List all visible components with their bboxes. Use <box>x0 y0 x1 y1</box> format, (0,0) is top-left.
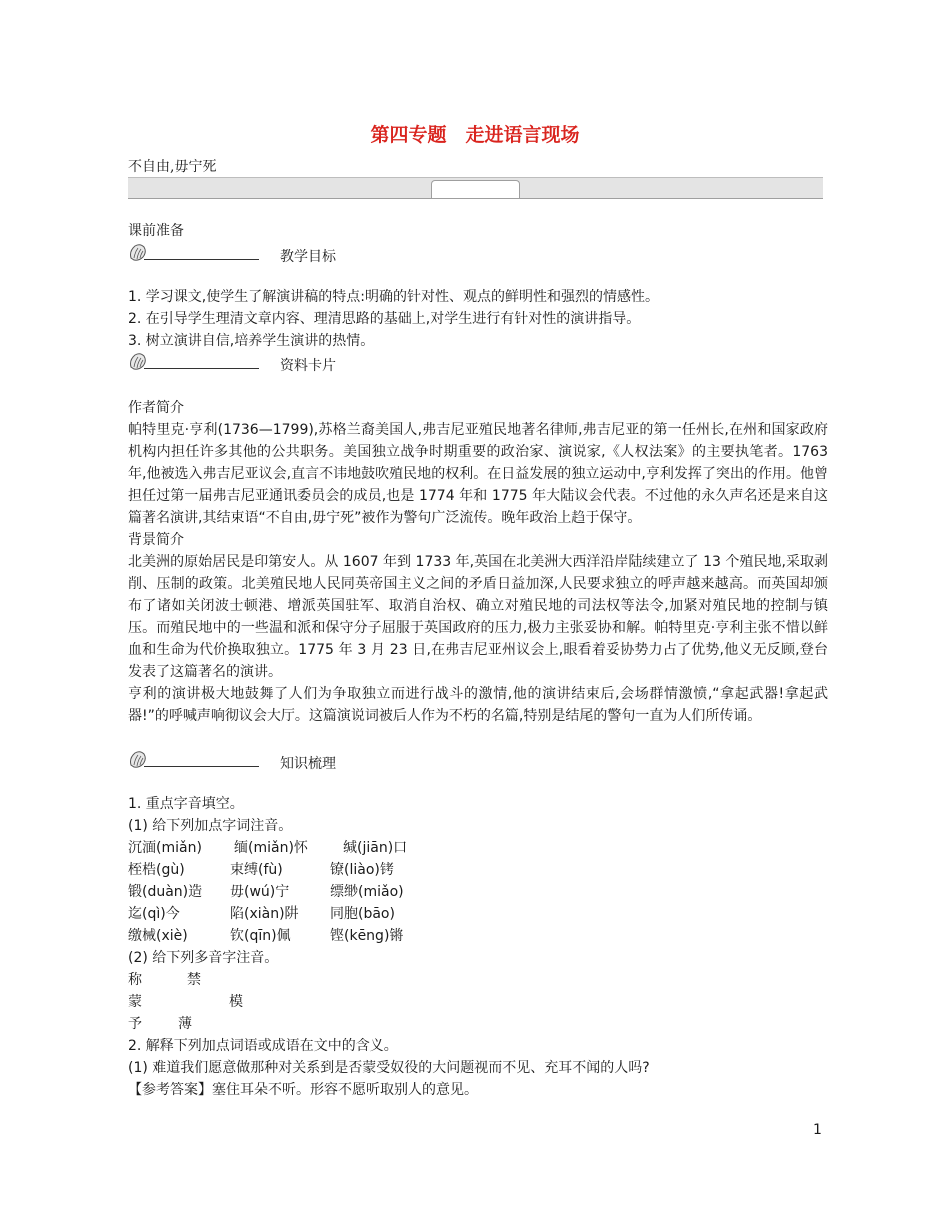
polyphone-item: 禁 <box>187 972 201 988</box>
author-heading: 作者简介 <box>128 400 184 416</box>
polyphone-item: 称 <box>128 972 142 988</box>
q1-part-1: (1) 给下列加点字词注音。 <box>128 818 293 834</box>
tab-bar <box>128 177 823 199</box>
section-underline <box>144 368 259 369</box>
q1-part-2: (2) 给下列多音字注音。 <box>128 950 279 966</box>
background-heading: 背景简介 <box>128 532 184 548</box>
answer-text: 【参考答案】塞住耳朵不听。形容不愿听取别人的意见。 <box>128 1082 478 1098</box>
section-label: 教学目标 <box>280 249 336 265</box>
pinyin-item: 缄(jiān)口 <box>343 840 408 856</box>
section-underline <box>144 259 259 260</box>
question-2 <box>128 1035 828 1101</box>
pinyin-item: 缴械(xiè) <box>128 928 188 944</box>
pinyin-item: 镣(liào)铐 <box>330 862 394 878</box>
pinyin-item: 缅(miǎn)怀 <box>234 840 308 856</box>
polyphone-item: 予 <box>128 1016 142 1032</box>
pinyin-item: 同胞(bāo) <box>330 906 395 922</box>
pinyin-item: 迄(qì)今 <box>128 906 180 922</box>
tab-blank[interactable] <box>431 180 520 198</box>
section-knowledge <box>128 750 428 776</box>
shell-icon <box>128 750 148 770</box>
section-label: 知识梳理 <box>280 756 336 772</box>
goal-item: 2. 在引导学生理清文章内容、理清思路的基础上,对学生进行有针对性的演讲指导。 <box>128 311 641 327</box>
pinyin-item: 铿(kēng)锵 <box>330 928 404 944</box>
shell-icon <box>128 352 148 372</box>
pinyin-item: 沉湎(miǎn) <box>128 840 202 856</box>
pinyin-item: 陷(xiàn)阱 <box>230 906 299 922</box>
section-cards <box>128 352 428 378</box>
polyphone-item: 薄 <box>178 1016 192 1032</box>
lesson-subtitle: 不自由,毋宁死 <box>128 159 217 175</box>
goal-item: 1. 学习课文,使学生了解演讲稿的特点:明确的针对性、观点的鲜明性和强烈的情感性。 <box>128 289 659 305</box>
polyphone-item: 蒙 <box>128 994 142 1010</box>
goal-item: 3. 树立演讲自信,培养学生演讲的热情。 <box>128 333 375 349</box>
goals-list <box>128 286 828 352</box>
pinyin-item: 毋(wú)宁 <box>230 884 290 900</box>
section-label: 资料卡片 <box>280 358 336 374</box>
pinyin-item: 束缚(fù) <box>230 862 283 878</box>
page-title: 第四专题 走进语言现场 <box>370 124 580 146</box>
section-goals <box>128 243 428 269</box>
background-text: 北美洲的原始居民是印第安人。从 1607 年到 1733 年,英国在北美洲大西洋沿岸陆续建立了 13 个殖民地,采取剥削、压制的政策。北美殖民地人民同英帝国主义之间的矛盾日益加深,人民要求独立的呼声越来越高。而英国却颁布了诸如关闭波士顿港、增派英国驻军、取消自治权、确立对殖民地的司法权等法令,加紧对殖民地的控制与镇压。而殖民地中的一些温和派和保守分子屈服于英国政府的压力,极力主张妥协和解。帕特里克·亨利主张不惜以鲜血和生命为代价换取独立。1775 年 3 月 23 日,在弗吉尼亚州议会上,眼看着妥协势力占了优势,他义无反顾,登台发表了这篇著名的演讲。 <box>128 554 828 680</box>
pinyin-item: 钦(qīn)佩 <box>230 928 291 944</box>
q2-part-1: (1) 难道我们愿意做那种对关系到是否蒙受奴役的大问题视而不见、充耳不闻的人吗? <box>128 1060 650 1076</box>
question-1 <box>128 793 828 837</box>
polyphone-item: 模 <box>229 994 243 1010</box>
pinyin-item: 锻(duàn)造 <box>128 884 203 900</box>
q1-heading: 1. 重点字音填空。 <box>128 796 244 812</box>
pinyin-item: 缥缈(miǎo) <box>330 884 404 900</box>
prep-heading: 课前准备 <box>128 223 184 239</box>
q2-heading: 2. 解释下列加点词语或成语在文中的含义。 <box>128 1038 398 1054</box>
shell-icon <box>128 243 148 263</box>
pinyin-item: 桎梏(gù) <box>128 862 185 878</box>
author-block <box>128 397 828 727</box>
author-text: 帕特里克·亨利(1736—1799),苏格兰裔美国人,弗吉尼亚殖民地著名律师,弗吉尼亚的第一任州长,在州和国家政府机构内担任许多其他的公共职务。美国独立战争时期重要的政治家、演说家,《人权法案》的主要执笔者。1763 年,他被选入弗吉尼亚议会,直言不讳地鼓吹殖民地的权利。在日益发展的独立运动中,亨利发挥了突出的作用。他曾担任过第一届弗吉尼亚通讯委员会的成员,也是 1774 年和 1775 年大陆议会代表。不过他的永久声名还是来自这篇著名演讲,其结束语“不自由,毋宁死”被作为警句广泛流传。晚年政治上趋于保守。 <box>128 422 828 526</box>
background-text-2: 亨利的演讲极大地鼓舞了人们为争取独立而进行战斗的激情,他的演讲结束后,会场群情激愤,“拿起武器!拿起武器!”的呼喊声响彻议会大厅。这篇演说词被后人作为不朽的名篇,特别是结尾的警句一直为人们所传诵。 <box>128 686 828 724</box>
page-number: 1 <box>813 1122 822 1138</box>
section-underline <box>144 766 259 767</box>
